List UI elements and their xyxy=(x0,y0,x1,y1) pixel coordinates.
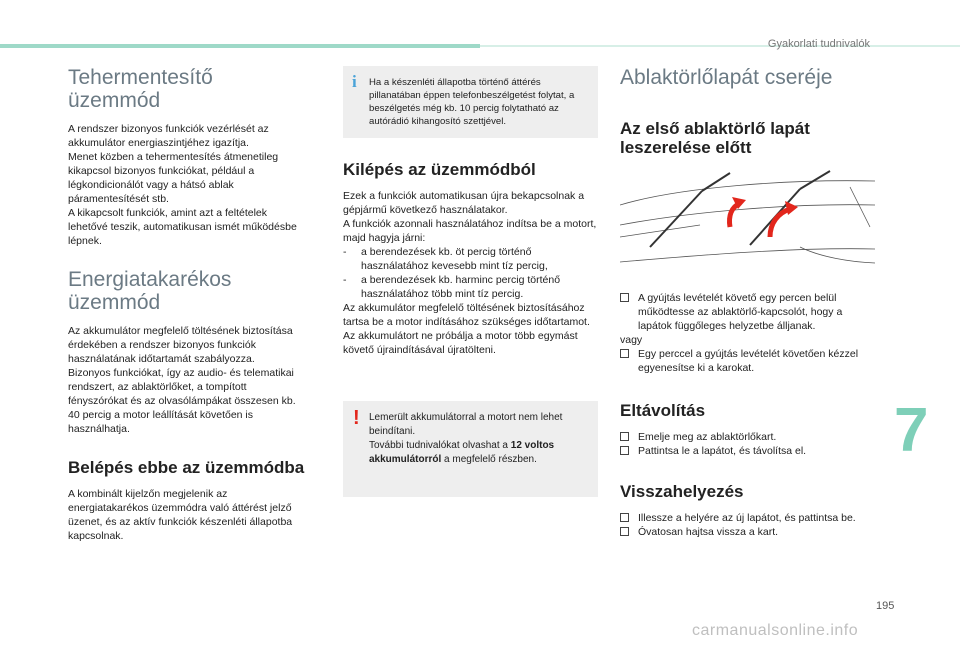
paragraph-or: vagy xyxy=(620,334,643,346)
paragraph: Az akkumulátor megfelelő töltésének biztosítása érdekében a rendszer bizonyos funkciók használatának időtartamát szabályozza. xyxy=(68,325,293,365)
wiper-illustration xyxy=(620,167,875,272)
list-item: A gyújtás levételét követő egy percen belül működtesse az ablaktörlő-kapcsolót, hogy a lapátok függőleges helyzetbe álljanak. xyxy=(620,291,875,333)
checklist xyxy=(620,347,875,375)
warning-icon: ! xyxy=(353,407,360,429)
checkbox-icon xyxy=(620,349,629,358)
heading-wiper-blade-replacement: Ablaktörlőlapát cseréje xyxy=(620,66,833,89)
heading-energy-saving: Energiatakarékos üzemmód xyxy=(68,268,232,314)
checkbox-icon xyxy=(620,527,629,536)
info-icon: i xyxy=(352,72,357,91)
dash-icon: - xyxy=(343,246,347,258)
chapter-number: 7 xyxy=(894,396,929,465)
heading-removal: Eltávolítás xyxy=(620,401,706,420)
paragraph: A rendszer bizonyos funkciók vezérlését az akkumulátor energiaszintjéhez igazítja. xyxy=(68,123,269,149)
wiper-arm-left-icon xyxy=(650,173,730,247)
heading-enter-mode: Belépés ebbe az üzemmódba xyxy=(68,458,305,477)
heading-refitting: Visszahelyezés xyxy=(620,482,744,501)
list-item: Emelje meg az ablaktörlőkart. xyxy=(620,430,875,444)
list-item: - a berendezések kb. öt percig történő használatához kevesebb mint tíz percig, xyxy=(343,246,548,272)
list-item: Óvatosan hajtsa vissza a kart. xyxy=(620,525,875,539)
page-number: 195 xyxy=(876,600,895,612)
heading-before-removal: Az első ablaktörlő lapát leszerelése előtt xyxy=(620,119,810,157)
column-right xyxy=(620,66,875,539)
arrow-up-right-icon xyxy=(770,209,790,237)
checkbox-icon xyxy=(620,293,629,302)
checkbox-icon xyxy=(620,513,629,522)
paragraph: Bizonyos funkciókat, így az audio- és telematikai rendszert, az ablaktörlőket, a tompított fényszórókat és az olvasólámpákat összesen kb. 40 percig a motor leállítását követően is használhatja. xyxy=(68,367,296,435)
warning-note xyxy=(343,401,598,497)
watermark: carmanualsonline.info xyxy=(692,622,859,639)
paragraph: Az akkumulátort ne próbálja a motor több egymást követő újraindításával újratölteni. xyxy=(343,330,578,356)
dash-list xyxy=(343,245,598,301)
dash-icon: - xyxy=(343,274,347,286)
warning-text-2: További tudnivalókat olvashat a 12 voltos akkumulátorról a megfelelő részben. xyxy=(369,440,555,465)
column-left xyxy=(68,66,308,543)
checkbox-icon xyxy=(620,432,629,441)
warning-text-1: Lemerült akkumulátorral a motort nem lehet beindítani. xyxy=(369,412,563,437)
paragraph: A kikapcsolt funkciók, amint azt a feltételek lehetővé teszik, automatikusan ismét működésbe lépnek. xyxy=(68,207,297,247)
section-title: Gyakorlati tudnivalók xyxy=(767,38,870,50)
header-accent-bar xyxy=(0,44,480,48)
column-middle xyxy=(343,66,598,497)
paragraph: A funkciók azonnali használatához indítsa be a motort, majd hagyja járni: xyxy=(343,218,597,244)
heading-exit-mode: Kilépés az üzemmódból xyxy=(343,160,536,179)
checkbox-icon xyxy=(620,446,629,455)
checklist xyxy=(620,511,875,539)
paragraph: Menet közben a tehermentesítés átmenetileg kikapcsol bizonyos funkciókat, például a légkondicionálót vagy a hátsó ablak páramentesítését stb. xyxy=(68,151,279,205)
checklist xyxy=(620,291,875,333)
paragraph: A kombinált kijelzőn megjelenik az energiatakarékos üzemmódra való áttérést jelző üzenet, és az aktív funkciók készenléti állapotba kapcsolnak. xyxy=(68,488,293,542)
checklist xyxy=(620,430,875,458)
heading-load-shedding: Tehermentesítő üzemmód xyxy=(68,66,213,112)
info-note-text: Ha a készenléti állapotba történő áttérés pillanatában éppen telefonbeszélgetést folytat, a beszélgetés még kb. 10 percig folytatható az autórádió kihangosító szettjével. xyxy=(369,77,575,127)
info-note xyxy=(343,66,598,138)
list-item: Pattintsa le a lapátot, és távolítsa el. xyxy=(620,444,875,458)
list-item: Egy perccel a gyújtás levételét követően kézzel egyenesítse ki a karokat. xyxy=(620,347,875,375)
list-item: - a berendezések kb. harminc percig történő használatához több mint tíz percig. xyxy=(343,274,561,300)
paragraph: Ezek a funkciók automatikusan újra bekapcsolnak a gépjármű következő használatakor. xyxy=(343,190,585,216)
list-item: Illessze a helyére az új lapátot, és pattintsa be. xyxy=(620,511,875,525)
paragraph: Az akkumulátor megfelelő töltésének biztosításához tartsa be a motor indításához szükséges időtartamot. xyxy=(343,302,590,328)
header-rule xyxy=(480,45,960,47)
